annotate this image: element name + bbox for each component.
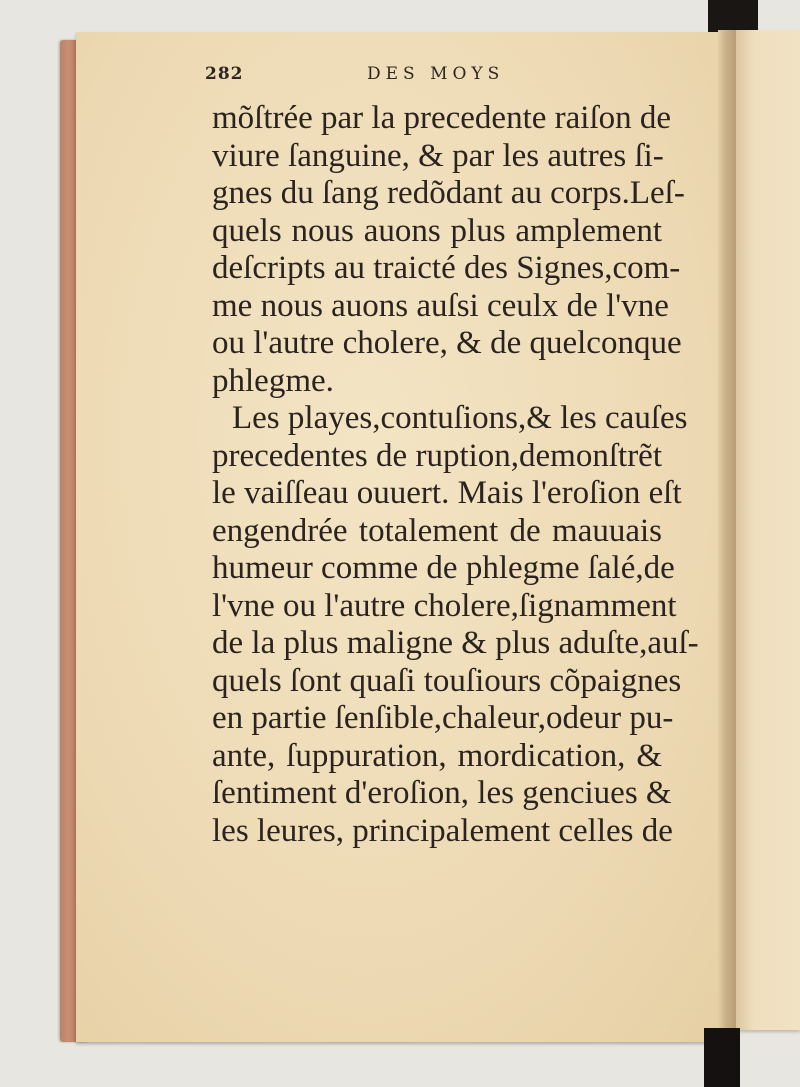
text-line: mõſtrée par la precedente raiſon de [212,100,672,136]
text-line: de la plus maligne & plus aduſte,auſ- [212,625,699,661]
bookmark-ribbon-top [708,0,758,34]
book-gutter [718,30,736,1042]
running-head: DES MOYS [367,64,505,84]
text-line: ante, ſuppuration, mordication, & [212,737,662,774]
page-header [205,64,665,88]
text-line: humeur comme de phlegme ſalé,de [212,550,675,586]
text-block [212,100,699,850]
text-line: en partie ſenſible,chaleur,odeur pu- [212,700,674,736]
text-line: deſcripts au traicté des Signes,com- [212,250,681,286]
text-line: engendrée totalement de mauuais [212,512,662,549]
page-number: 282 [205,64,244,84]
bookmark-ribbon-bottom [704,1028,740,1087]
text-line: les leures, principalement celles de [212,812,673,849]
text-line: ſentiment d'eroſion, les genciues & [212,775,672,811]
text-line: quels nous auons plus amplement [212,212,662,249]
text-line: gnes du ſang redõdant au corps.Leſ- [212,175,685,211]
text-line: phlegme. [212,362,334,399]
text-line: me nous auons auſsi ceulx de l'vne [212,287,669,324]
text-line: quels ſont quaſi touſiours cõpaignes [212,662,682,699]
text-line: l'vne ou l'autre cholere,ſignamment [212,587,677,624]
text-line: ou l'autre cholere, & de quelconque [212,325,682,361]
facing-page [734,30,800,1030]
text-line: precedentes de ruption,demonſtrẽt [212,437,662,474]
text-line: viure ſanguine, & par les autres ſi- [212,137,664,174]
text-line: Les playes,contuſions,& les cauſes [232,400,688,436]
text-line: le vaiſſeau ouuert. Mais l'eroſion eſt [212,475,682,511]
